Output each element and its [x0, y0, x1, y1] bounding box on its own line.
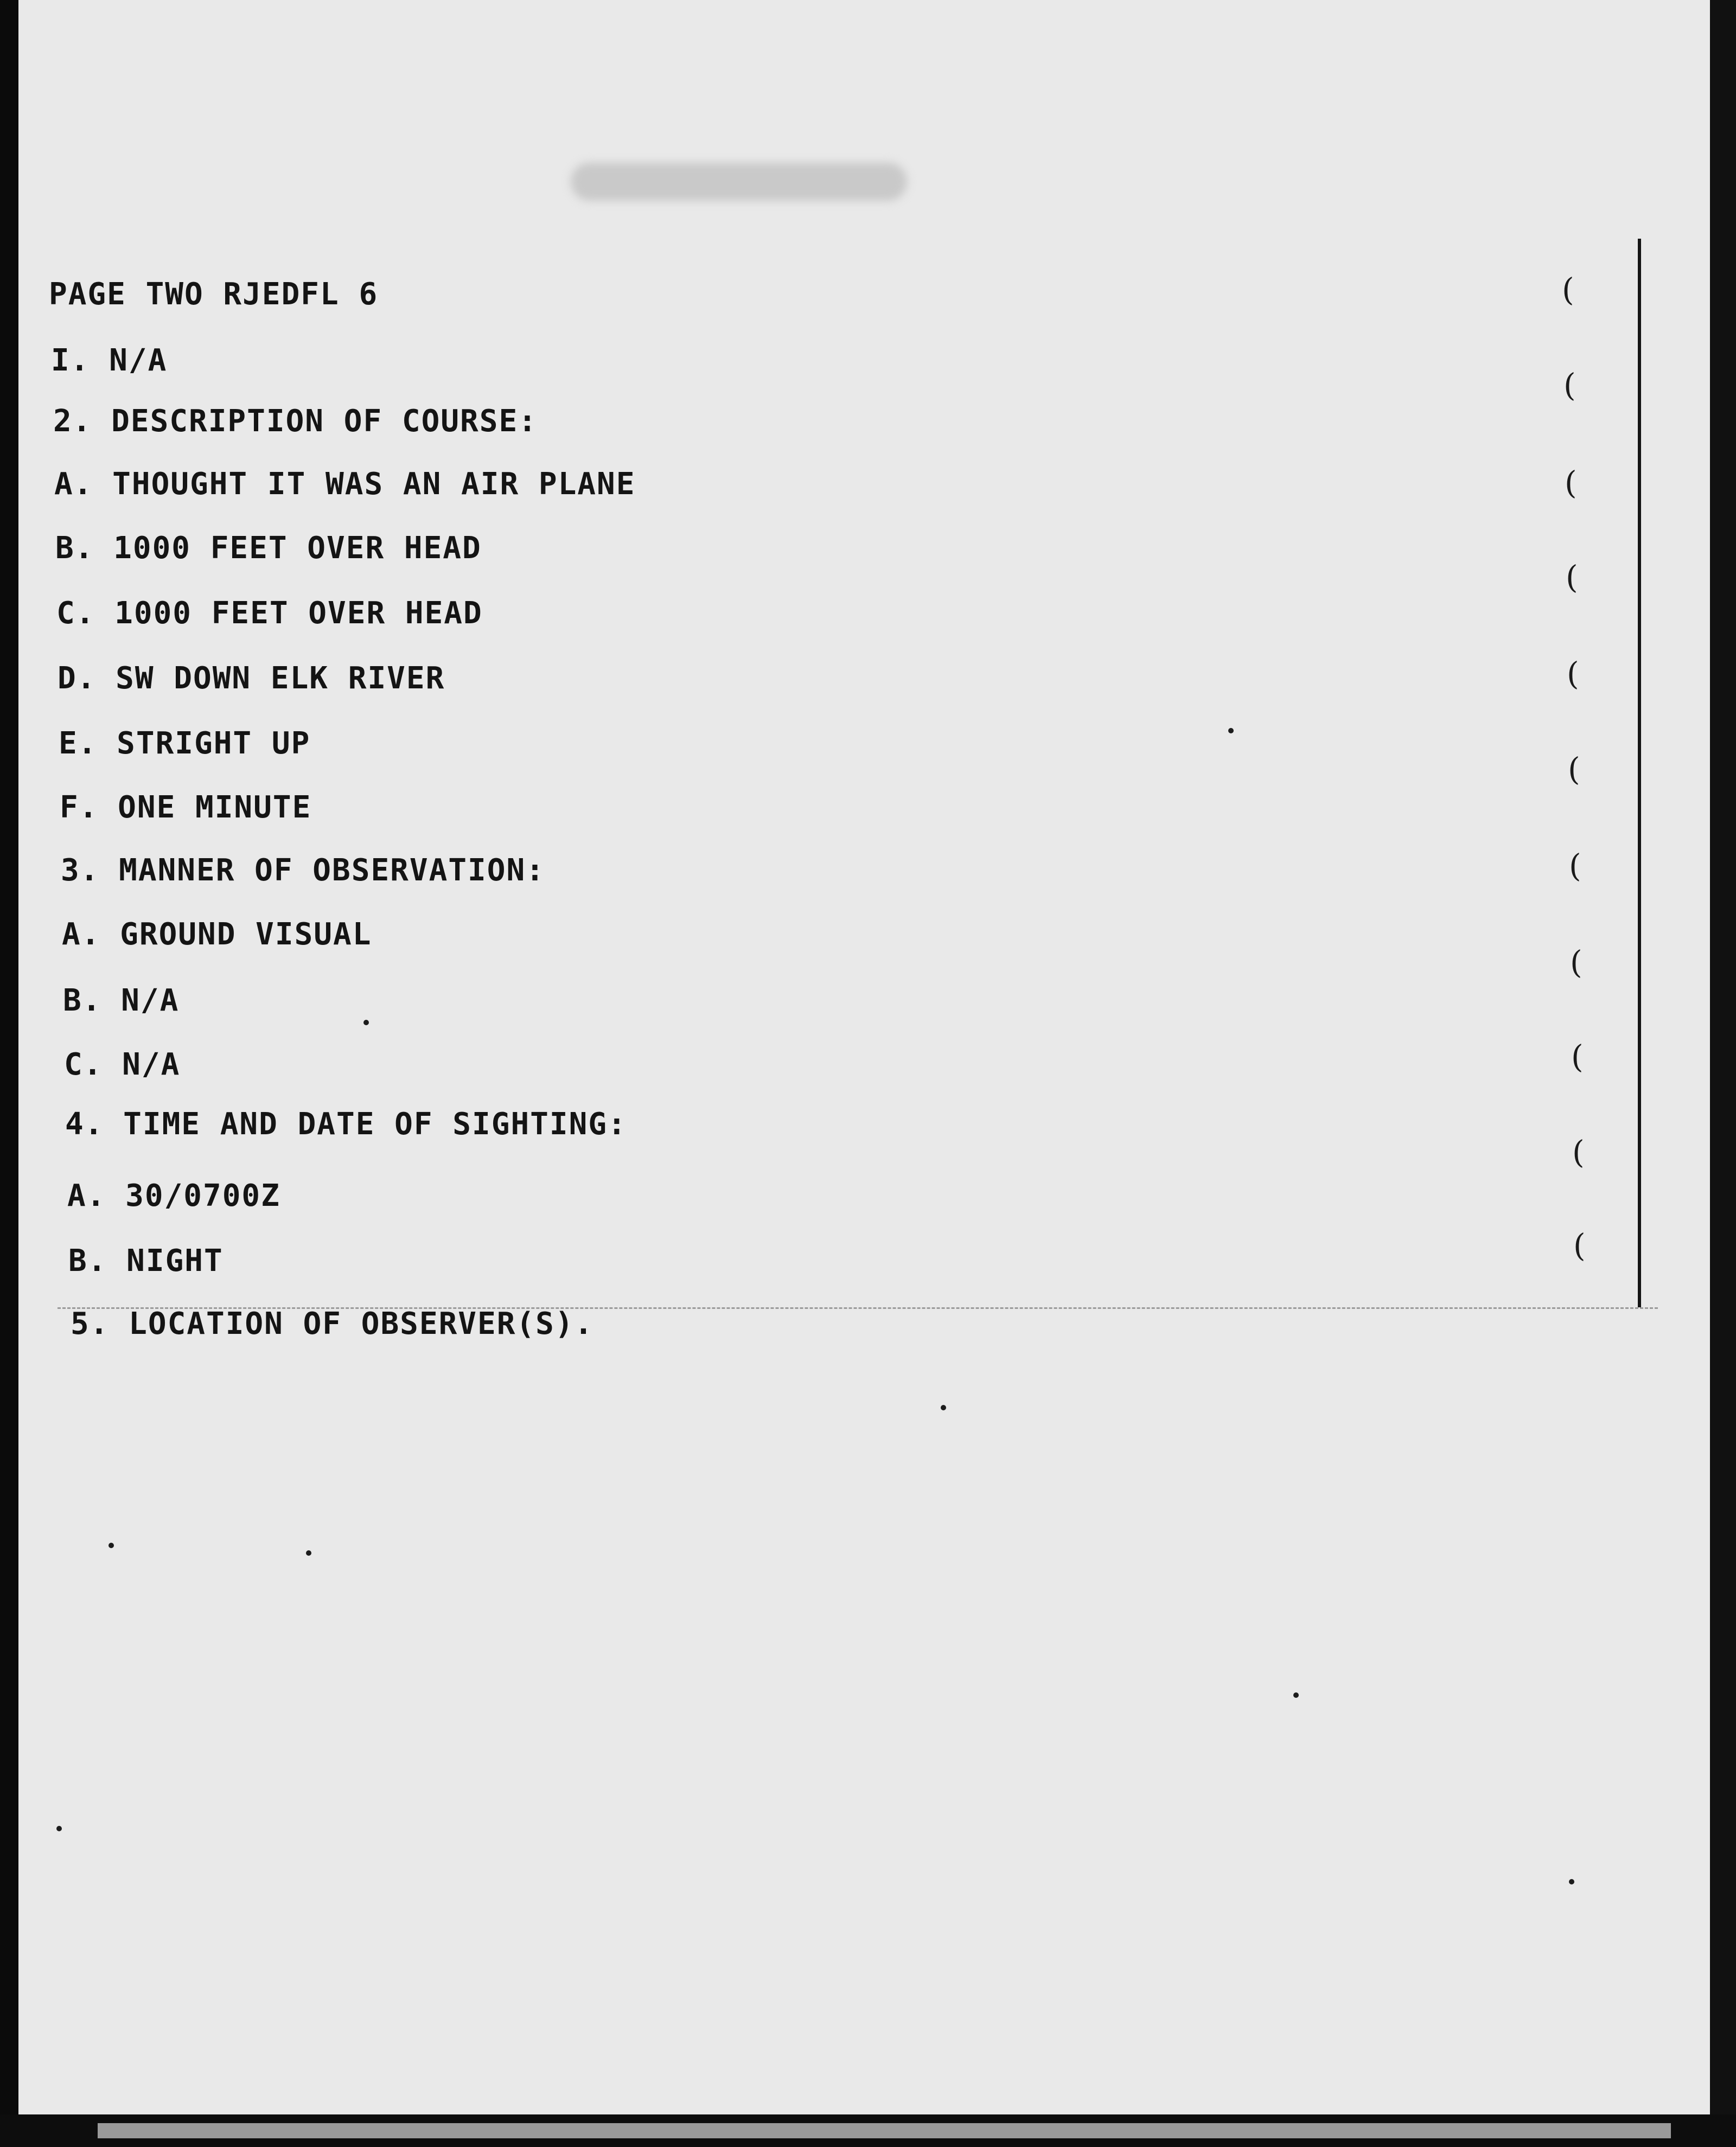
film-edge-right — [1710, 0, 1736, 2147]
item-5-heading: 5. LOCATION OF OBSERVER(S). — [71, 1306, 594, 1341]
frame-right-rule — [1638, 239, 1641, 1307]
margin-mark: ( — [1565, 464, 1577, 501]
item-3-heading: 3. MANNER OF OBSERVATION: — [61, 853, 545, 888]
page-header: PAGE TWO RJEDFL 6 — [49, 277, 379, 312]
item-2-heading: 2. DESCRIPTION OF COURSE: — [53, 404, 538, 439]
dust-speck — [108, 1543, 114, 1548]
margin-mark: ( — [1571, 1038, 1584, 1075]
dust-speck — [306, 1550, 311, 1556]
margin-mark: ( — [1567, 655, 1579, 692]
margin-mark: ( — [1569, 847, 1581, 884]
item-2b: B. 1000 FEET OVER HEAD — [55, 531, 482, 566]
item-3b: B. N/A — [63, 983, 180, 1018]
film-edge-strip — [98, 2123, 1671, 2138]
item-2d: D. SW DOWN ELK RIVER — [58, 661, 445, 696]
margin-mark: ( — [1562, 271, 1574, 308]
dust-speck — [1569, 1879, 1574, 1884]
dust-speck — [56, 1826, 62, 1831]
margin-mark: ( — [1570, 944, 1582, 981]
document-page — [18, 0, 1710, 2114]
item-4-heading: 4. TIME AND DATE OF SIGHTING: — [65, 1107, 627, 1142]
margin-mark: ( — [1563, 367, 1576, 404]
margin-mark: ( — [1566, 559, 1578, 596]
item-2a: A. THOUGHT IT WAS AN AIR PLANE — [54, 467, 636, 502]
item-3a: A. GROUND VISUAL — [62, 917, 372, 952]
item-4a: A. 30/0700Z — [67, 1178, 280, 1213]
dust-speck — [363, 1020, 369, 1025]
margin-mark: ( — [1573, 1227, 1586, 1264]
dust-speck — [1228, 728, 1234, 733]
dust-speck — [1293, 1692, 1299, 1698]
item-2f: F. ONE MINUTE — [60, 790, 312, 825]
item-2c: C. 1000 FEET OVER HEAD — [56, 596, 483, 631]
item-1: I. N/A — [51, 343, 168, 378]
dust-speck — [941, 1405, 946, 1410]
margin-mark: ( — [1568, 751, 1580, 788]
item-3c: C. N/A — [64, 1047, 181, 1082]
item-4b: B. NIGHT — [68, 1243, 224, 1279]
margin-mark: ( — [1572, 1134, 1585, 1171]
item-2e: E. STRIGHT UP — [59, 726, 311, 761]
redaction-smudge — [571, 163, 907, 201]
